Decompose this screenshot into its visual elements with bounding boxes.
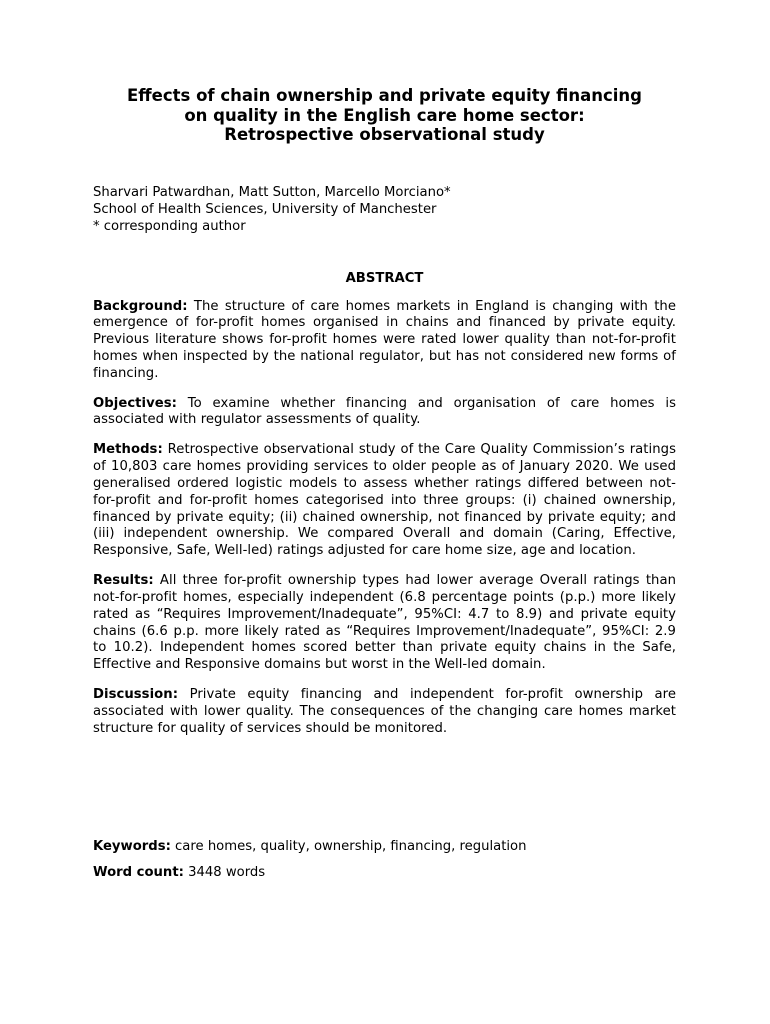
word-count-line [93, 864, 676, 881]
discussion-text: Private equity financing and independent for-profit ownership are associated with lower quality. The consequences of the changing care homes market structure for quality of services should be monitored. [93, 687, 677, 736]
methods-label: Methods: [93, 442, 163, 458]
abstract-methods [93, 442, 676, 560]
keywords-text: care homes, quality, ownership, financing, regulation [175, 839, 527, 854]
author-block [93, 184, 676, 235]
methods-text: Retrospective observational study of the Care Quality Commission’s ratings of 10,803 care homes providing services to older people as of January 2020. We used generalised ordered logistic models to assess whether ratings differed between not-for-profit and for-profit homes categorised into three groups: (i) chained ownership, financed by private equity; (ii) chained ownership, not financed by private equity; and (iii) independent ownership. We compared Overall and domain (Caring, Effective, Responsive, Safe, Well-led) ratings adjusted for care home size, age and location. [93, 442, 676, 559]
keywords-label: Keywords: [93, 839, 171, 854]
results-label: Results: [93, 573, 154, 589]
background-text: The structure of care homes markets in England is changing with the emergence of for-profit homes organised in chains and financed by private equity. Previous literature shows for-profit homes were rated lower quality than not-for-profit homes when inspected by the national regulator, but has not considered new forms of financing. [93, 298, 676, 381]
objectives-label: Objectives: [93, 395, 177, 411]
word-count-label: Word count: [93, 865, 184, 880]
abstract-results [93, 573, 676, 674]
abstract-background [93, 299, 676, 383]
title-line-1: Effects of chain ownership and private equity financing [127, 86, 642, 105]
background-label: Background: [93, 298, 188, 314]
corresponding-author-note: * corresponding author [93, 218, 246, 234]
abstract-objectives [93, 396, 676, 430]
abstract-discussion [93, 687, 676, 737]
objectives-text: To examine whether financing and organisation of care homes is associated with regulator assessments of quality. [93, 395, 677, 428]
title-line-2: on quality in the English care home sector: [184, 105, 585, 125]
results-text: All three for-profit ownership types had lower average Overall ratings than not-for-profit homes, especially independent (6.8 percentage points (p.p.) more likely rated as “Requires Improvement/Inadequate”, 95%CI: 4.7 to 8.9) and private equity chains (6.6 p.p. more likely rated as “Requires Improvement/Inadequate”, 95%CI: 2.9 to 10.2). Independent homes scored better than private equity chains in the Safe, Effective and Responsive domains but worst in the Well-led domain. [93, 573, 676, 673]
discussion-label: Discussion: [93, 687, 179, 703]
paper-title [93, 86, 676, 145]
abstract-heading: ABSTRACT [345, 270, 424, 286]
paper-page [93, 86, 676, 751]
word-count-text: 3448 words [188, 865, 266, 880]
title-line-3: Retrospective observational study [224, 125, 545, 144]
author-affiliation: School of Health Sciences, University of Manchester [93, 201, 437, 217]
author-names: Sharvari Patwardhan, Matt Sutton, Marcello Morciano* [93, 184, 451, 200]
keywords-line [93, 838, 676, 855]
